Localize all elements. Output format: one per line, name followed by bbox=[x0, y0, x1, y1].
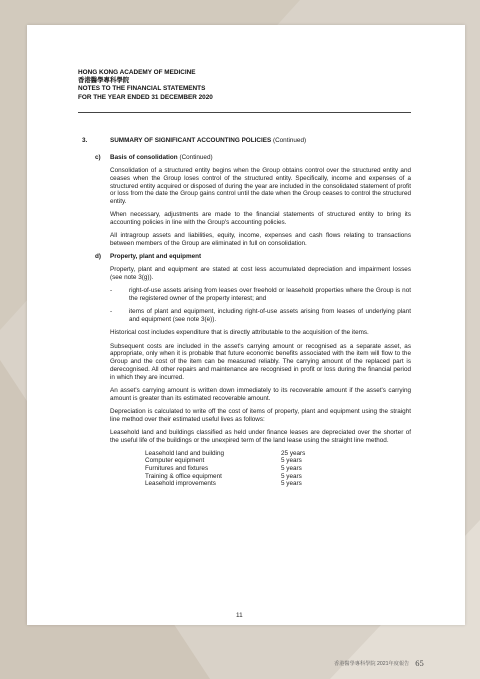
footer-text: 香港醫學專科學院 2021年度報告 bbox=[334, 661, 410, 667]
subsection-title-wrap bbox=[110, 253, 201, 261]
useful-life: 5 years bbox=[281, 472, 302, 480]
table-row bbox=[145, 465, 305, 473]
bullet-mark: - bbox=[110, 308, 113, 316]
paragraph: Property, plant and equipment are stated at cost less accumulated depreciation and impairment losses (see note 3(g)). bbox=[110, 266, 411, 281]
section-title: SUMMARY OF SIGNIFICANT ACCOUNTING POLICIES bbox=[110, 137, 272, 144]
subsection-title: Basis of consolidation bbox=[110, 154, 178, 161]
subsection-title-wrap bbox=[110, 154, 213, 162]
page-number: 11 bbox=[236, 612, 243, 619]
bullet-text: items of plant and equipment, including right-of-use assets arising from leases of underlying plant and equipment (see note 3(e)). bbox=[129, 308, 411, 323]
table-row bbox=[145, 480, 305, 488]
asset-category: Leasehold land and building bbox=[145, 449, 225, 457]
table-row bbox=[145, 450, 305, 458]
paragraph: Leasehold land and buildings classified as held under finance leases are depreciated over the shorter of the useful life of the buildings or the unexpired term of the land lease using the straight line method. bbox=[110, 428, 411, 444]
asset-category: Leasehold improvements bbox=[145, 480, 216, 488]
asset-category: Furnitures and fixtures bbox=[145, 464, 209, 472]
useful-life: 25 years bbox=[281, 449, 306, 457]
useful-life: 5 years bbox=[281, 480, 302, 488]
bullet-item bbox=[110, 287, 411, 303]
useful-life: 5 years bbox=[281, 464, 302, 472]
useful-lives-table bbox=[145, 450, 305, 488]
bullet-item bbox=[110, 308, 411, 324]
subsection-heading-c bbox=[78, 154, 411, 163]
document-header bbox=[78, 69, 213, 102]
asset-category: Training & office equipment bbox=[145, 472, 222, 480]
table-row bbox=[145, 457, 305, 465]
paragraph: All intragroup assets and liabilities, equity, income, expenses and cash flows relating to transactions between members of the Group are eliminated in full on consolidation. bbox=[110, 232, 411, 247]
org-name-chinese: 香港醫學專科學院 bbox=[78, 77, 130, 85]
section-title-wrap bbox=[110, 137, 306, 145]
document-title: NOTES TO THE FINANCIAL STATEMENTS bbox=[78, 85, 206, 93]
subsection-letter: c) bbox=[95, 154, 101, 161]
table-row bbox=[145, 473, 305, 481]
section-heading bbox=[78, 137, 411, 148]
org-name: HONG KONG ACADEMY OF MEDICINE bbox=[78, 69, 196, 76]
reporting-period: FOR THE YEAR ENDED 31 DECEMBER 2020 bbox=[78, 93, 213, 101]
paragraph: An asset's carrying amount is written down immediately to its recoverable amount if the asset's carrying amount is greater than its estimated recoverable amount. bbox=[110, 386, 411, 402]
notes-body bbox=[78, 137, 411, 488]
asset-category: Computer equipment bbox=[145, 457, 205, 465]
useful-life: 5 years bbox=[281, 457, 302, 465]
report-footer bbox=[334, 657, 424, 667]
subsection-heading-d bbox=[78, 253, 411, 262]
paragraph: Depreciation is calculated to write off the cost of items of property, plant and equipment using the straight line method over their estimated useful lives as follows: bbox=[110, 407, 411, 423]
paragraph: Consolidation of a structured entity begins when the Group obtains control over the structured entity and ceases when the Group loses control of the structured entity. Specifically, income and expenses of a structured entity acquired or disposed of during the year are included in the consolidated statement of profit or loss from the date the Group gains control until the date when the Group ceases to control the structured entity. bbox=[110, 167, 411, 205]
bullet-mark: - bbox=[110, 287, 113, 295]
paragraph: Subsequent costs are included in the asset's carrying amount or recognised as a separate asset, as appropriate, only when it is probable that future economic benefits associated with the item will flow to the Group and the cost of the item can be measured reliably. The carrying amount of the replaced part is derecognised. All other repairs and maintenance are recognised in profit or loss during the financial period in which they are incurred. bbox=[110, 342, 411, 381]
section-suffix: (Continued) bbox=[272, 137, 307, 144]
paragraph: Historical cost includes expenditure that is directly attributable to the acquisition of the items. bbox=[110, 329, 369, 337]
footer-page-number: 65 bbox=[415, 658, 424, 668]
paragraph: When necessary, adjustments are made to the financial statements of structured entity to bring its accounting policies in line with the Group's accounting policies. bbox=[110, 211, 411, 226]
subsection-title: Property, plant and equipment bbox=[110, 253, 202, 261]
subsection-letter: d) bbox=[95, 253, 101, 261]
bullet-text: right-of-use assets arising from leases over freehold or leasehold properties where the Group is not the registered owner of the property interest; and bbox=[129, 287, 411, 302]
subsection-suffix: (Continued) bbox=[179, 154, 213, 161]
section-number: 3. bbox=[82, 137, 88, 144]
header-divider bbox=[78, 112, 411, 113]
